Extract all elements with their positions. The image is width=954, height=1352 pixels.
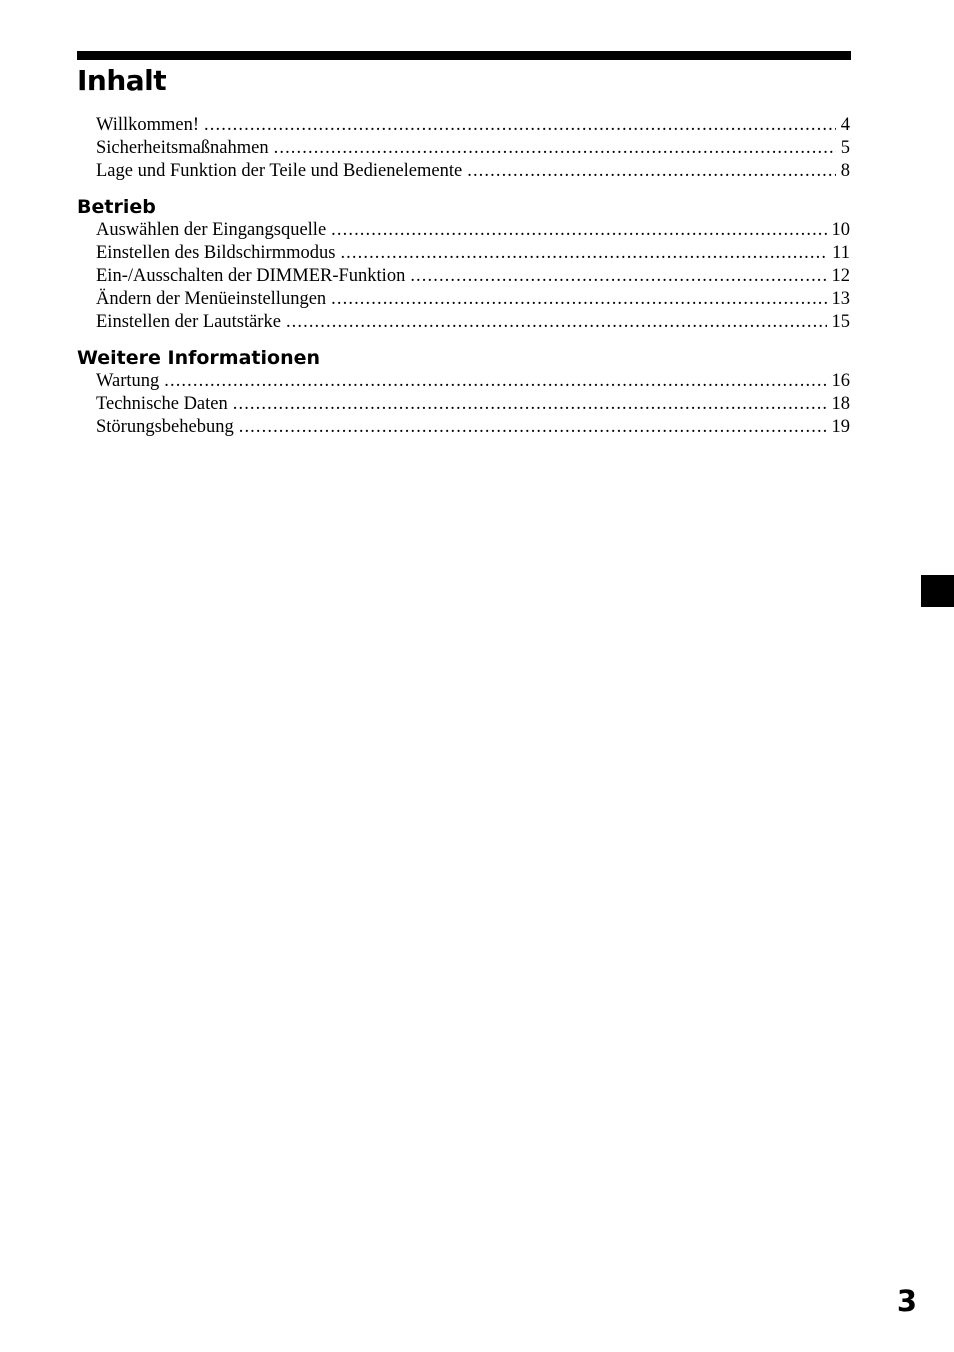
toc-entry-page: 12 [831, 265, 850, 286]
dot-leader [286, 311, 827, 334]
dot-leader [331, 288, 826, 311]
dot-leader [331, 219, 826, 242]
dot-leader [467, 160, 836, 183]
toc-entry[interactable] [77, 288, 850, 311]
dot-leader [233, 393, 827, 416]
toc-entry-label: Einstellen des Bildschirmmodus [96, 243, 336, 264]
toc-entry-label: Lage und Funktion der Teile und Bedienelemente [96, 160, 463, 181]
page-title: Inhalt [77, 64, 167, 97]
page-number: 3 [896, 1284, 917, 1318]
toc-entry-label: Willkommen! [96, 115, 200, 135]
dot-leader [410, 265, 826, 288]
toc-entry[interactable] [77, 160, 850, 183]
toc-section-betrieb [77, 195, 850, 333]
toc-entry-page: 10 [831, 220, 850, 241]
dot-leader [239, 416, 827, 439]
toc-entry-page: 18 [831, 394, 850, 415]
toc-entry[interactable] [77, 242, 850, 265]
toc-entry-page: 19 [831, 416, 850, 437]
dot-leader [204, 114, 836, 137]
toc-entry-label: Technische Daten [96, 394, 228, 415]
toc-entry-label: Sicherheitsmaßnahmen [96, 137, 269, 158]
toc-entry-label: Ändern der Menüeinstellungen [96, 288, 327, 309]
top-rule [77, 51, 851, 60]
toc-entry[interactable] [77, 393, 850, 416]
toc-entry-list [77, 370, 850, 438]
toc-entry[interactable] [77, 311, 850, 334]
section-heading: Betrieb [77, 196, 156, 219]
toc-entry-list [77, 219, 850, 333]
dot-leader [164, 370, 826, 393]
toc-entry-page: 16 [831, 371, 850, 392]
toc-entry-page: 11 [832, 243, 850, 264]
toc-entry-page: 4 [840, 115, 850, 135]
toc-entry[interactable] [77, 114, 850, 137]
toc-entry-label: Auswählen der Eingangsquelle [96, 220, 327, 241]
section-heading: Weitere Informationen [77, 347, 321, 370]
toc-section-weitere-informationen [77, 346, 850, 438]
toc-section-intro [77, 114, 850, 182]
toc-entry-label: Störungsbehebung [96, 416, 234, 437]
dot-leader [274, 137, 836, 160]
toc-entry-label: Ein-/Ausschalten der DIMMER-Funktion [96, 265, 406, 286]
table-of-contents [77, 114, 850, 439]
toc-entry-page: 13 [831, 288, 850, 309]
toc-entry[interactable] [77, 265, 850, 288]
toc-entry-list [77, 114, 850, 182]
toc-entry-page: 5 [840, 137, 850, 158]
dot-leader [340, 242, 827, 265]
toc-entry[interactable] [77, 219, 850, 242]
toc-entry-label: Wartung [96, 371, 160, 392]
toc-entry[interactable] [77, 370, 850, 393]
toc-entry-label: Einstellen der Lautstärke [96, 311, 281, 332]
toc-entry-page: 15 [831, 311, 850, 332]
toc-entry[interactable] [77, 137, 850, 160]
thumb-index-tab [921, 575, 954, 607]
toc-entry[interactable] [77, 416, 850, 439]
toc-entry-page: 8 [840, 160, 850, 181]
